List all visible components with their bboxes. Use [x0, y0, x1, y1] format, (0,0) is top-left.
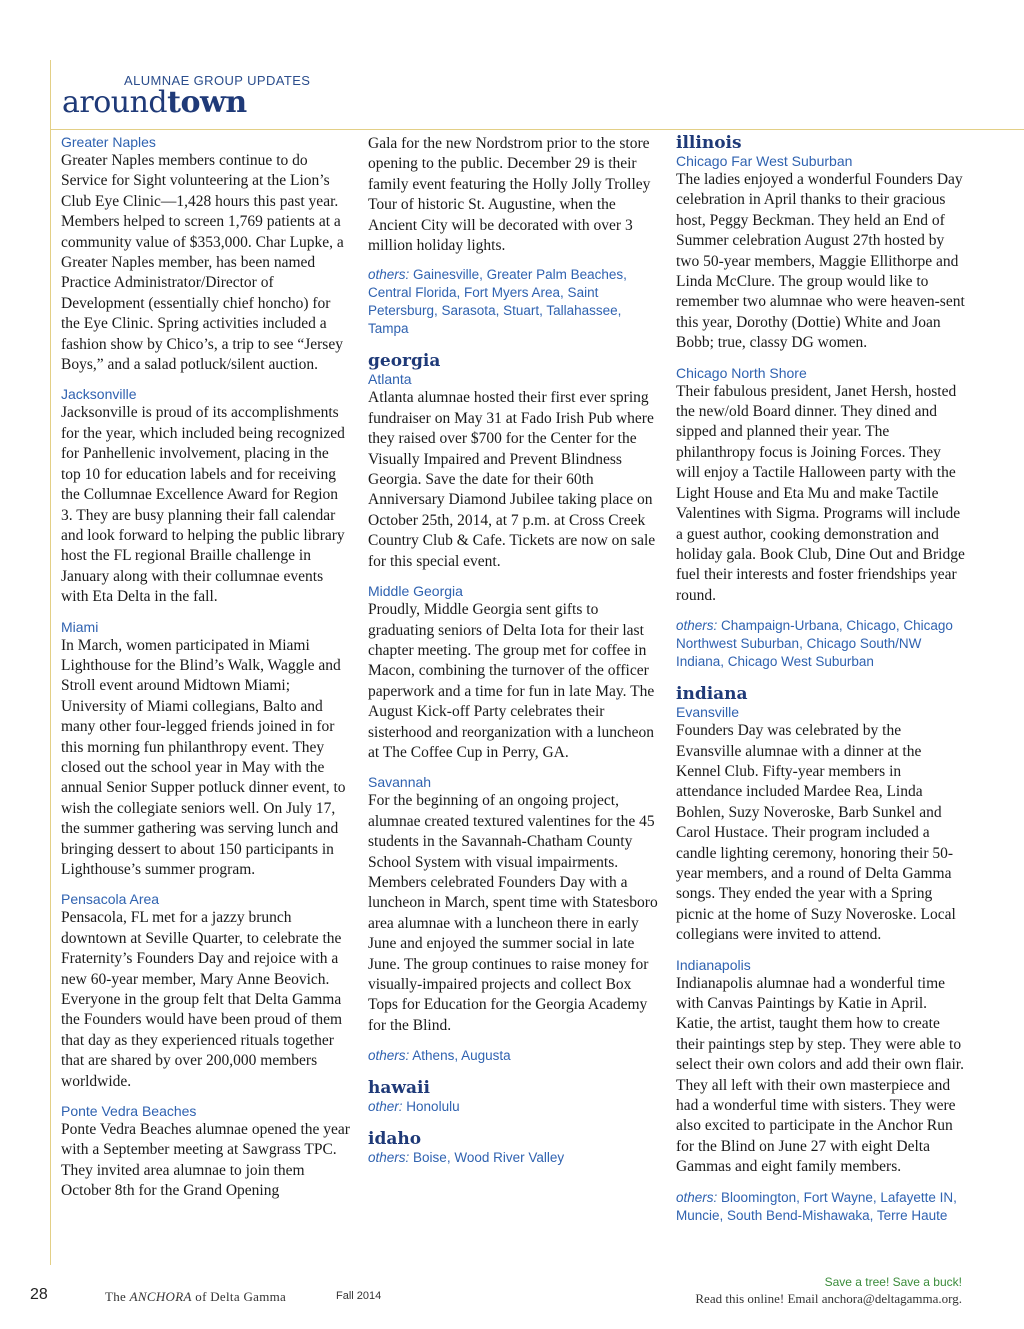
chapter-heading: Savannah: [368, 774, 432, 791]
chapter-heading: Middle Georgia: [368, 583, 463, 600]
chapter-heading: Greater Naples: [61, 134, 156, 150]
georgia-other-chapters: [368, 1047, 658, 1065]
others-label: others:: [368, 1150, 410, 1166]
article-text: Greater Naples members continue to do Service for Sight volunteering at the Lion’s Club Eye Clinic—1,428 hours this past year. Members helped to screen 1,769 patients at a community value of $353,000. Char Lupke, a Greater Naples member, has been named Practice Administrator/Director of Development (essentially chief honcho) for the Eye Clinic. Spring activities included a fashion show by Chico’s, a trip to see “Jersey Boys,” and a salad potluck/silent auction.: [61, 152, 344, 374]
article-text: Pensacola, FL met for a jazzy brunch downtown at Seville Quarter, to celebrate the Fraternity’s Founders Day and rejoice with a new 60-year member, Mary Anne Beovich. Everyone in the group felt that Delta Gamma the Founders would have been proud of them that day as they experienced rituals together that are shared by over 200,000 members worldwide.: [61, 909, 343, 1090]
others-label: others:: [368, 267, 410, 283]
hawaii-other-chapters: [368, 1098, 658, 1116]
article-text: Their fabulous president, Janet Hersh, hosted the new/old Board dinner. They dined and sipped and planned their year. The philanthropy focus is Joining Forces. They will enjoy a Tactile Halloween party with the Light House and Eta Mu and make Tactile Valentines with Sigma. Programs will include a guest author, cooking demonstration and holiday gala. Book Club, Dine Out and Bridge fuel their interests and foster friendships year round.: [676, 382, 965, 604]
article-middle-georgia: [368, 583, 658, 763]
state-heading-hawaii: hawaii: [368, 1078, 430, 1099]
pub-suffix: of Delta Gamma: [191, 1289, 287, 1304]
article-text: The ladies enjoyed a wonderful Founders Day celebration in April thanks to their gracious host, Peggy Beckman. They held an End of Summer celebration August 27th hosted by two 50-year members, Maggie Ellithorpe and Linda McClure. The group would like to remember two alumnae who were heaven-sent this year, Dorothy (Dottie) White and Joan Bobb; true, classy DG women.: [676, 171, 965, 352]
chapter-heading: Ponte Vedra Beaches: [61, 1103, 197, 1120]
state-heading-indiana: indiana: [676, 684, 748, 705]
article-text: Proudly, Middle Georgia sent gifts to graduating seniors of Delta Iota for their last chapter meeting. The group met for coffee in Macon, combining the turnover of the officer paperwork and a time for fun in late May. The August Kick-off Party celebrates their sisterhood and reorganization with a luncheon at The Coffee Cup in Perry, GA.: [368, 601, 655, 761]
article-miami: [61, 619, 351, 881]
article-text-continued: Gala for the new Nordstrom prior to the store opening to the public. December 29 is their family event featuring the Holly Jolly Trolley Tour of historic St. Augustine, when the Ancient City will be decorated with over 3 million holiday lights.: [368, 135, 651, 255]
page-number: 28: [30, 1286, 48, 1303]
chapter-heading: Jacksonville: [61, 386, 137, 403]
state-heading-idaho: idaho: [368, 1129, 422, 1150]
publication-name: [105, 1289, 286, 1305]
margin-rule-vertical: [50, 60, 51, 1265]
others-list: Gainesville, Greater Palm Beaches, Central Florida, Fort Myers Area, Saint Petersburg, Sarasota, Stuart, Tallahassee, Tampa: [368, 267, 627, 337]
article-chicago-north-shore: [676, 365, 966, 606]
others-list: Champaign-Urbana, Chicago, Chicago Northwest Suburban, Chicago South/NW Indiana, Chicago West Suburban: [676, 618, 953, 670]
state-heading-illinois: illinois: [676, 133, 742, 153]
article-text: For the beginning of an ongoing project, alumnae created textured valentines for the 45 students in the Savannah-Chatham County School System with visual impairments. Members celebrated Founders Day with a luncheon in March, spent time with Statesboro area alumnae with a luncheon there in early June and enjoyed the summer social in late June. The group continues to raise money for visually-impaired projects and collect Box Tops for Education for the Georgia Academy for the Blind.: [368, 792, 658, 1034]
article-jacksonville: [61, 386, 351, 607]
article-savannah: [368, 774, 658, 1036]
others-label: others:: [368, 1048, 410, 1064]
chapter-heading: Indianapolis: [676, 956, 751, 973]
illinois-other-chapters: [676, 617, 966, 671]
indiana-other-chapters: [676, 1189, 966, 1225]
others-label: others:: [676, 618, 718, 634]
article-text: Jacksonville is proud of its accomplishments for the year, which included being recognized for Panhellenic involvement, placing in the top 10 for education labels and for receiving the Collumnae Excellence Award for Region 3. They are busy planning their fall calendar and look forward to helping the public library host the FL regional Braille challenge in January along with their collumnae events with Eta Delta in the fall.: [61, 404, 345, 606]
chapter-heading: Pensacola Area: [61, 891, 160, 908]
article-text: Ponte Vedra Beaches alumnae opened the year with a September meeting at Sawgrass TPC. They invited area alumnae to join them October 8th for the Grand Opening: [61, 1121, 350, 1200]
chapter-heading: Atlanta: [368, 371, 412, 388]
article-text: In March, women participated in Miami Lighthouse for the Blind’s Walk, Waggle and Stroll event around Midtown Miami; University of Miami collegians, Balto and many other four-legged friends joined in for this morning fun philanthropy event. They closed out the school year in May with the annual Senior Supper potluck dinner event, to wish the collegiate seniors well. On July 17, the summer gathering was serving lunch and bringing dessert to about 150 participants in Lighthouse’s summer program.: [61, 636, 346, 878]
chapter-heading: Chicago Far West Suburban: [676, 153, 853, 169]
article-pensacola: [61, 891, 351, 1092]
others-list: Boise, Wood River Valley: [413, 1150, 565, 1166]
florida-other-chapters: [368, 266, 658, 338]
article-text: Founders Day was celebrated by the Evansville alumnae with a dinner at the Kennel Club. Fifty-year members in attendance included Mardee Rea, Linda Bohlen, Suzy Noveroske, Barb Sunkel and Carol Hustace. Their program included a candle lighting ceremony, honoring their 50-year members, and a round of Delta Gamma songs. They ended the year with a Spring picnic at the home of Suzy Noveroske. Local collegians were invited to attend.: [676, 722, 956, 944]
others-label: other:: [368, 1099, 403, 1115]
others-list: Athens, Augusta: [412, 1048, 511, 1064]
others-list: Honolulu: [406, 1099, 460, 1115]
others-label: others:: [676, 1189, 718, 1205]
article-text: Atlanta alumnae hosted their first ever spring fundraiser on May 31 at Fado Irish Pub where they raised over $700 for the Center for the Visually Impaired and Prevent Blindness Georgia. Save the date for their 60th Anniversary Diamond Jubilee taking place on October 25th, 2014, at 7 p.m. at Cross Creek Country Club & Cafe. Tickets are now on sale for this special event.: [368, 389, 656, 570]
column-1: [61, 134, 351, 1213]
article-chicago-far-west: [676, 153, 966, 354]
article-text: Indianapolis alumnae had a wonderful time with Canvas Paintings by Katie in April. Katie, the artist, taught them how to create their paintings step by step. They were able to select their own colors and add their own flair. They all left with their own masterpiece and had a wonderful time with sisters. They were also excited to participate in the Anchor Run for the Blind on June 27 with eight Delta Gammas and eight family members.: [676, 974, 964, 1176]
pub-anchor: ANCHORA: [129, 1289, 192, 1304]
column-2: [368, 134, 658, 1181]
issue-date: Fall 2014: [336, 1290, 382, 1302]
save-tree-note: Save a tree! Save a buck!: [824, 1275, 962, 1289]
chapter-heading: Chicago North Shore: [676, 364, 807, 381]
article-atlanta: [368, 371, 658, 572]
title-bold: town: [167, 85, 247, 120]
article-greater-naples: [61, 134, 351, 375]
column-3: [676, 134, 966, 1239]
chapter-heading: Evansville: [676, 704, 740, 721]
chapter-heading: Miami: [61, 618, 99, 635]
article-indianapolis: [676, 957, 966, 1178]
idaho-other-chapters: [368, 1149, 658, 1167]
state-heading-georgia: georgia: [368, 351, 441, 372]
pub-prefix: The: [105, 1289, 130, 1304]
title-light: around: [62, 85, 168, 120]
header-rule-horizontal: [50, 129, 1024, 130]
page-title: [62, 86, 247, 119]
article-evansville: [676, 704, 966, 945]
article-ponte-vedra: [61, 1103, 351, 1202]
read-online-note: Read this online! Email anchora@deltagamma.org.: [695, 1291, 962, 1306]
others-list: Bloomington, Fort Wayne, Lafayette IN, Muncie, South Bend-Mishawaka, Terre Haute: [676, 1189, 957, 1223]
section-kicker: ALUMNAE GROUP UPDATES: [124, 73, 311, 88]
